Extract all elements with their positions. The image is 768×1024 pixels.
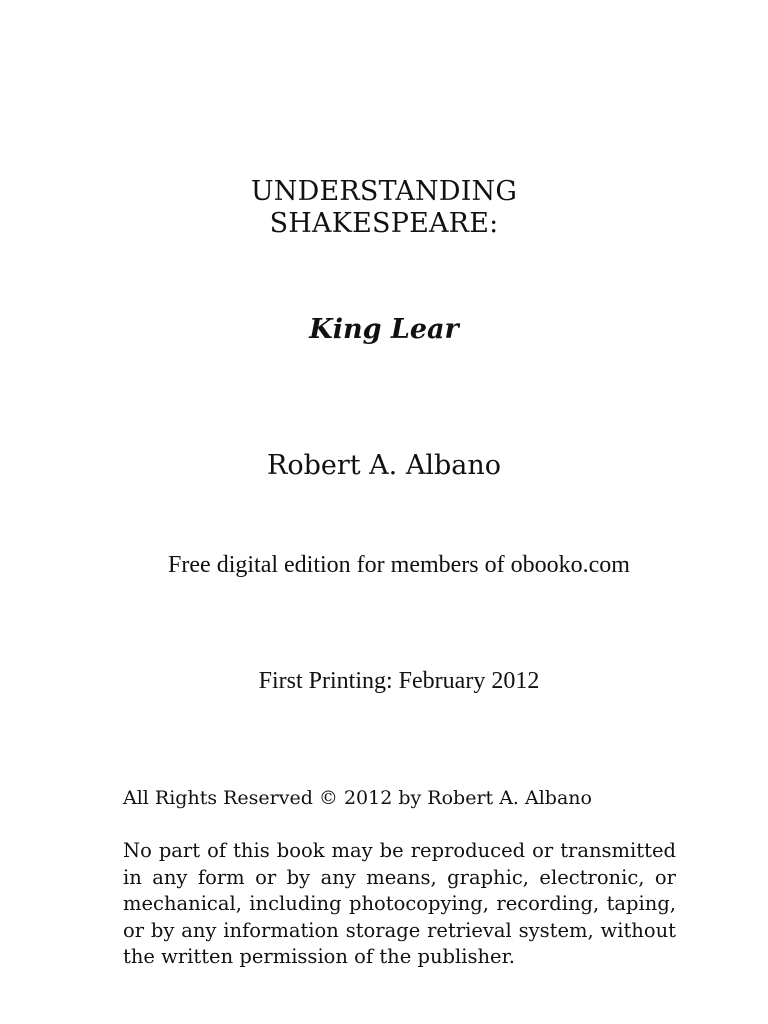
printing-date: First Printing: February 2012 <box>258 668 540 694</box>
author-name: Robert A. Albano <box>266 450 501 481</box>
book-title <box>0 176 768 240</box>
title-line-2: SHAKESPEARE: <box>269 208 499 239</box>
book-subtitle: King Lear <box>309 314 459 345</box>
copyright-line: All Rights Reserved © 2012 by Robert A. Albano <box>123 787 592 809</box>
edition-note: Free digital edition for members of obooko.com <box>168 552 630 578</box>
copyright-notice: No part of this book may be reproduced or transmitted in any form or by any means, graphic, electronic, or mechanical, including photocopying, recording, taping, or by any information storage retrieval system, without the written permission of the publisher. <box>123 839 676 969</box>
title-line-1: UNDERSTANDING <box>250 176 518 207</box>
